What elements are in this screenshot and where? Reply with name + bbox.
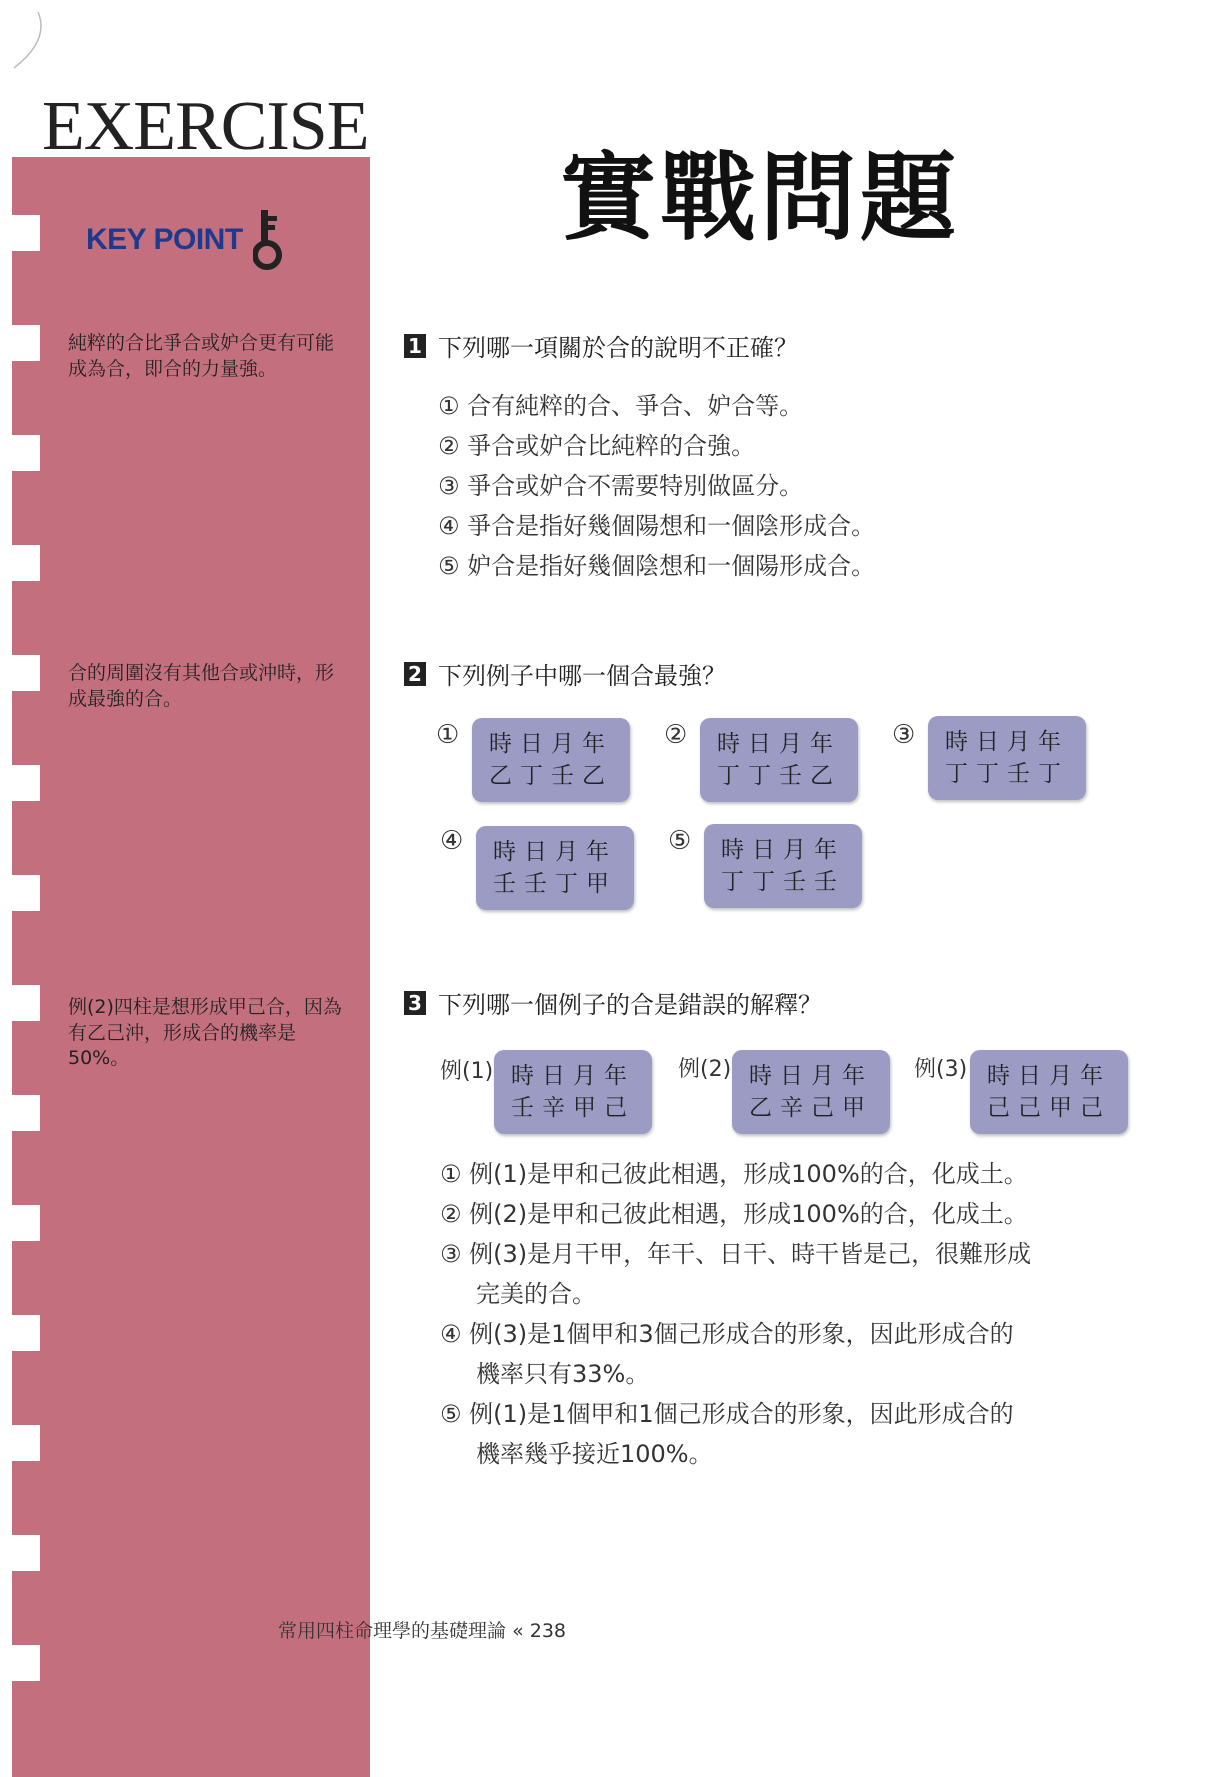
key-icon bbox=[253, 210, 287, 270]
binder-notch bbox=[12, 215, 40, 251]
option-item: ③ 爭合或妒合不需要特別做區分。 bbox=[438, 472, 804, 500]
pillar-stems: 乙丁壬乙 bbox=[489, 763, 613, 789]
choice-label: ⑤ bbox=[668, 826, 692, 856]
pillar-box bbox=[700, 718, 858, 802]
option-line: ④ 例(3)是1個甲和3個己形成合的形象，因此形成合的 bbox=[440, 1320, 1014, 1348]
page-footer bbox=[278, 1616, 566, 1643]
option-line: ⑤ 例(1)是1個甲和1個己形成合的形象，因此形成合的 bbox=[440, 1400, 1014, 1428]
binder-notch bbox=[12, 1645, 40, 1681]
option-line: ① 例(1)是甲和己彼此相遇，形成100%的合，化成土。 bbox=[440, 1160, 1028, 1188]
binder-notch bbox=[12, 325, 40, 361]
binder-notch bbox=[12, 545, 40, 581]
option-continuation: 機率只有33%。 bbox=[476, 1360, 650, 1388]
binder-notch bbox=[12, 435, 40, 471]
binder-notch bbox=[12, 1425, 40, 1461]
binder-notch bbox=[12, 875, 40, 911]
option-item bbox=[440, 1234, 1130, 1314]
page-number: 238 bbox=[529, 1620, 566, 1642]
example-label: 例(3) bbox=[914, 1057, 968, 1082]
exercise-title: EXERCISE bbox=[42, 88, 369, 165]
keypoint-sidebar bbox=[12, 157, 370, 1777]
keypoint-note-1: 純粹的合比爭合或妒合更有可能成為合，即合的力量強。 bbox=[68, 332, 335, 380]
pillar-stems: 己己甲己 bbox=[987, 1095, 1111, 1121]
pillar-header: 時日月年 bbox=[717, 731, 841, 757]
option-item bbox=[440, 1154, 1130, 1194]
option-item bbox=[440, 1314, 1130, 1394]
question-number: 2 bbox=[404, 662, 426, 686]
keypoint-note-2: 合的周圍沒有其他合或沖時，形成最強的合。 bbox=[68, 662, 335, 710]
option-item: ① 合有純粹的合、爭合、妒合等。 bbox=[438, 392, 804, 420]
pillar-stems: 丁丁壬乙 bbox=[717, 763, 841, 789]
question-1 bbox=[404, 328, 798, 363]
pillar-stems: 丁丁壬壬 bbox=[721, 869, 845, 895]
question-3-options bbox=[440, 1154, 1130, 1474]
pillar-box bbox=[970, 1050, 1128, 1134]
pillar-box bbox=[476, 826, 634, 910]
option-continuation: 機率幾乎接近100%。 bbox=[476, 1440, 713, 1468]
binder-notch bbox=[12, 655, 40, 691]
pillar-box bbox=[928, 716, 1086, 800]
pillar-header: 時日月年 bbox=[749, 1063, 873, 1089]
pillar-header: 時日月年 bbox=[945, 729, 1069, 755]
pillar-header: 時日月年 bbox=[493, 839, 617, 865]
pillar-header: 時日月年 bbox=[721, 837, 845, 863]
option-continuation: 完美的合。 bbox=[476, 1280, 596, 1308]
option-item bbox=[440, 1394, 1130, 1474]
option-line: ② 例(2)是甲和己彼此相遇，形成100%的合，化成土。 bbox=[440, 1200, 1028, 1228]
option-item bbox=[440, 1194, 1130, 1234]
binder-notch bbox=[12, 1315, 40, 1351]
choice-label: ④ bbox=[440, 826, 464, 856]
option-item: ② 爭合或妒合比純粹的合強。 bbox=[438, 432, 756, 460]
keypoint-note-3: 例(2)四柱是想形成甲己合，因為有乙己沖，形成合的機率是50%。 bbox=[68, 996, 342, 1070]
option-item: ⑤ 妒合是指好幾個陰想和一個陽形成合。 bbox=[438, 552, 876, 580]
corner-mark bbox=[10, 10, 50, 70]
option-item: ④ 爭合是指好幾個陽想和一個陰形成合。 bbox=[438, 512, 876, 540]
pillar-stems: 壬壬丁甲 bbox=[493, 871, 617, 897]
question-text: 下列哪一個例子的合是錯誤的解釋？ bbox=[438, 991, 822, 1019]
binder-notch bbox=[12, 985, 40, 1021]
option-line: ③ 例(3)是月干甲，年干、日干、時干皆是己，很難形成 bbox=[440, 1240, 1032, 1268]
binder-notch bbox=[12, 1205, 40, 1241]
keypoint-label: KEY POINT bbox=[86, 223, 243, 256]
footer-arrow-icon: « bbox=[512, 1620, 530, 1642]
keypoint-heading bbox=[86, 210, 287, 270]
pillar-box bbox=[704, 824, 862, 908]
pillar-header: 時日月年 bbox=[987, 1063, 1111, 1089]
question-text: 下列哪一項關於合的說明不正確？ bbox=[438, 334, 798, 362]
pillar-stems: 壬辛甲己 bbox=[511, 1095, 635, 1121]
question-number: 3 bbox=[404, 991, 426, 1015]
pillar-box bbox=[732, 1050, 890, 1134]
binder-notch bbox=[12, 1095, 40, 1131]
example-label: 例(2) bbox=[678, 1057, 732, 1082]
pillar-header: 時日月年 bbox=[511, 1063, 635, 1089]
question-2 bbox=[404, 656, 726, 691]
pillar-stems: 乙辛己甲 bbox=[749, 1095, 873, 1121]
pillar-header: 時日月年 bbox=[489, 731, 613, 757]
binder-notch bbox=[12, 765, 40, 801]
pillar-box bbox=[472, 718, 630, 802]
choice-label: ② bbox=[664, 720, 688, 750]
question-1-options bbox=[438, 386, 875, 586]
choice-label: ③ bbox=[892, 720, 916, 750]
choice-label: ① bbox=[436, 720, 460, 750]
pillar-box bbox=[494, 1050, 652, 1134]
page-title: 實戰問題 bbox=[560, 142, 960, 254]
pillar-stems: 丁丁壬丁 bbox=[945, 761, 1069, 787]
binder-notch bbox=[12, 1535, 40, 1571]
question-number: 1 bbox=[404, 334, 426, 358]
question-3 bbox=[404, 985, 822, 1020]
question-text: 下列例子中哪一個合最強？ bbox=[438, 662, 726, 690]
example-label: 例(1) bbox=[440, 1059, 494, 1084]
footer-text: 常用四柱命理學的基礎理論 bbox=[278, 1620, 507, 1642]
